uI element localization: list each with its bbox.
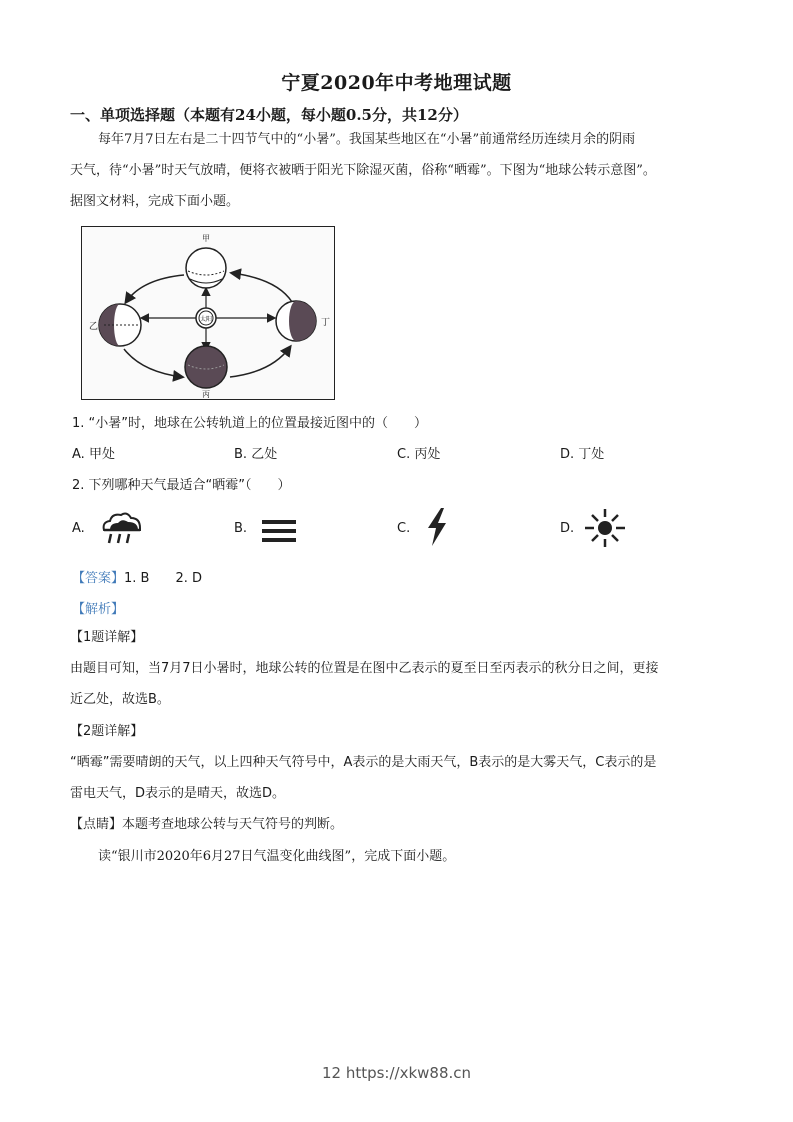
svg-text:太阳: 太阳 [199, 316, 213, 323]
detail-1-line: 近乙处，故选B。 [70, 692, 170, 707]
option-key: C. [397, 447, 411, 462]
svg-text:丙: 丙 [202, 390, 210, 399]
heavy-rain-icon [100, 510, 144, 546]
question-1-stem: 1. “小暑”时，地球在公转轨道上的位置最接近图中的（ ） [72, 416, 428, 431]
q1-option-c[interactable] [397, 443, 440, 462]
svg-text:丁: 丁 [321, 318, 331, 328]
svg-text:乙: 乙 [89, 322, 99, 332]
answer-label: 【答案】 [72, 571, 125, 586]
intro-line: 每年7月7日左右是二十四节气中的“小暑”。我国某些地区在“小暑”前通常经历连续月余的阴雨 [98, 132, 636, 147]
detail-1-heading: 【1题详解】 [70, 630, 144, 645]
q1-option-b[interactable] [234, 443, 277, 462]
answer-line [72, 567, 202, 586]
section-heading: 一、单项选择题（本题有24小题，每小题0.5分，共12分） [70, 106, 468, 124]
q1-option-a[interactable] [72, 443, 115, 462]
q2-option-a[interactable] [72, 521, 85, 536]
option-key: D. [560, 521, 575, 536]
option-key: C. [397, 521, 411, 536]
option-key: A. [72, 521, 85, 536]
analysis-label: 【解析】 [72, 602, 125, 617]
intro-paragraph-cont [70, 155, 730, 217]
next-intro: 读“银川市2020年6月27日气温变化曲线图”，完成下面小题。 [98, 849, 456, 864]
q2-option-b[interactable] [234, 521, 247, 536]
intro-line: 据图文材料，完成下面小题。 [70, 194, 240, 209]
detail-2 [70, 716, 730, 840]
intro-line: 天气，待“小暑”时天气放晴，便将衣被晒于阳光下除湿灭菌，俗称“晒霉”。下图为“地球公转示意图”。 [70, 163, 656, 178]
detail-2-line: “晒霉”需要晴朗的天气，以上四种天气符号中，A表示的是大雨天气，B表示的是大雾天气，C表示的是 [70, 755, 657, 770]
option-key: A. [72, 447, 85, 462]
page-footer: 12 https://xkw88.cn [321, 1064, 472, 1082]
option-key: B. [234, 447, 248, 462]
detail-2-heading: 【2题详解】 [70, 724, 144, 739]
option-key: B. [234, 521, 248, 536]
option-text: 丁处 [578, 447, 605, 462]
sunny-icon [585, 509, 625, 547]
detail-1-line: 由题目可知，当7月7日小暑时，地球公转的位置是在图中乙表示的夏至日至丙表示的秋分日之间，更接 [70, 661, 659, 676]
svg-text:甲: 甲 [202, 234, 210, 243]
question-2-stem: 2. 下列哪种天气最适合“晒霉”（ ） [72, 478, 291, 493]
intro-paragraph [70, 124, 730, 155]
page-title: 宁夏2020年中考地理试题 [281, 72, 512, 94]
q2-option-c[interactable] [397, 521, 410, 536]
option-text: 甲处 [88, 447, 115, 462]
answer-values: 1. B 2. D [124, 571, 203, 586]
q2-option-d[interactable] [560, 521, 574, 536]
comment-line: 【点睛】本题考查地球公转与天气符号的判断。 [70, 817, 344, 832]
thunderstorm-icon [424, 508, 450, 546]
q1-option-d[interactable] [560, 443, 604, 462]
earth-revolution-figure [81, 226, 335, 400]
detail-1 [70, 622, 730, 715]
fog-icon [262, 518, 296, 544]
option-text: 丙处 [414, 447, 441, 462]
detail-2-line: 雷电天气，D表示的是晴天，故选D。 [70, 786, 286, 801]
orbit-diagram [82, 227, 334, 399]
option-text: 乙处 [251, 447, 278, 462]
option-key: D. [560, 447, 575, 462]
